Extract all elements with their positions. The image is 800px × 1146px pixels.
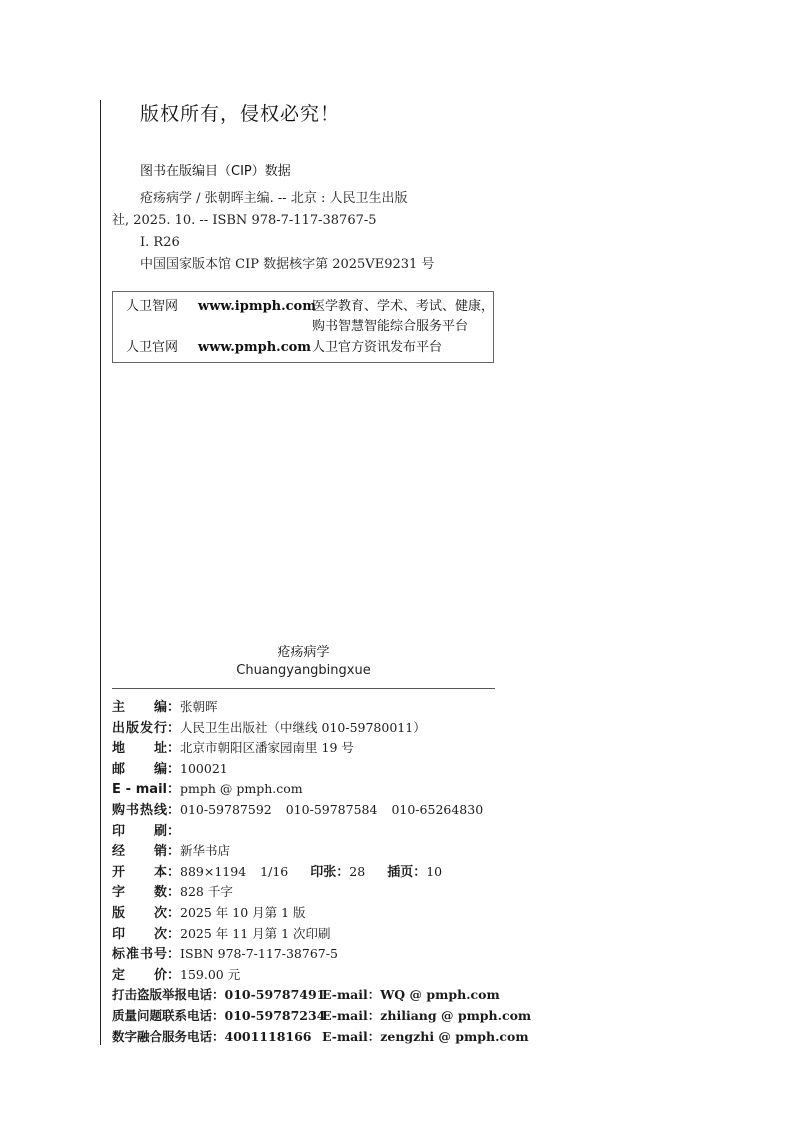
contact-email: E-mail：zhiliang @ pmph.com bbox=[322, 1007, 532, 1023]
contact-phone: 010-59787234 bbox=[224, 1007, 326, 1023]
info-row-address: 地址：北京市朝阳区潘家园南里 19 号 bbox=[112, 738, 502, 759]
info-value: 010-59787592 bbox=[180, 801, 272, 817]
info-label: 邮编 bbox=[112, 761, 167, 777]
info-value: 新华书店 bbox=[180, 843, 231, 859]
website-desc: 人卫官方资讯发布平台 bbox=[312, 340, 443, 355]
contact-row-piracy bbox=[112, 985, 502, 1006]
info-label: 插页 bbox=[387, 864, 414, 880]
info-row-printing: 印次：2025 年 11 月第 1 次印刷 bbox=[112, 924, 502, 945]
cip-line: Ⅰ. R26 bbox=[140, 235, 180, 250]
info-row-printer: 印刷： bbox=[112, 821, 502, 842]
info-label: 定价 bbox=[112, 967, 167, 983]
info-value: 159.00 元 bbox=[180, 966, 241, 982]
info-row-email: E - mail：pmph @ pmph.com bbox=[112, 779, 502, 800]
contact-phone: 010-59787491 bbox=[224, 987, 326, 1003]
cip-line: 疮疡病学 / 张朝晖主编. -- 北京 : 人民卫生出版 bbox=[140, 191, 408, 206]
info-value: pmph @ pmph.com bbox=[180, 781, 303, 797]
cip-line: 社, 2025. 10. -- ISBN 978-7-117-38767-5 bbox=[112, 213, 377, 228]
info-label: 版次 bbox=[112, 905, 167, 921]
contact-phone: 4001118166 bbox=[224, 1028, 312, 1044]
info-value: 2025 年 10 月第 1 版 bbox=[180, 904, 306, 920]
copyright-notice: 版权所有，侵权必究！ bbox=[140, 103, 341, 125]
info-label: 购书热线 bbox=[112, 802, 167, 818]
website-url[interactable]: www.pmph.com bbox=[198, 340, 312, 355]
info-value: 北京市朝阳区潘家园南里 19 号 bbox=[180, 740, 354, 756]
book-pinyin: Chuangyangbingxue bbox=[236, 663, 371, 678]
info-value: 张朝晖 bbox=[180, 699, 218, 714]
contact-email: E-mail：WQ @ pmph.com bbox=[322, 987, 500, 1003]
info-row-price: 定价：159.00 元 bbox=[112, 965, 502, 986]
info-row-words: 字数：828 千字 bbox=[112, 882, 502, 903]
info-row-dealer: 经销：新华书店 bbox=[112, 841, 502, 862]
info-label: 经销 bbox=[112, 844, 167, 860]
contact-label: 打击盗版举报电话： bbox=[112, 987, 225, 1003]
website-name: 人卫智网 bbox=[126, 299, 179, 314]
info-value: 1/16 bbox=[260, 863, 289, 879]
info-value: 010-65264830 bbox=[391, 801, 484, 817]
info-label: 主编 bbox=[112, 700, 167, 715]
info-value: 100021 bbox=[180, 760, 228, 776]
info-label: 地址 bbox=[112, 741, 167, 757]
info-label: 印次 bbox=[112, 926, 167, 942]
website-url[interactable]: www.ipmph.com bbox=[198, 299, 316, 314]
contact-label: 数字融合服务电话： bbox=[112, 1028, 225, 1044]
contact-email: E-mail：zengzhi @ pmph.com bbox=[322, 1028, 529, 1044]
info-label: 印张 bbox=[310, 864, 337, 880]
website-box bbox=[112, 291, 494, 363]
info-label: 标准书号 bbox=[112, 947, 167, 963]
website-desc: 医学教育、学术、考试、健康， bbox=[312, 299, 495, 314]
info-label: 开本 bbox=[112, 864, 167, 880]
info-row-edition: 版次：2025 年 10 月第 1 版 bbox=[112, 903, 502, 924]
contact-row-quality bbox=[112, 1006, 532, 1027]
info-value: 2025 年 11 月第 1 次印刷 bbox=[180, 925, 331, 941]
website-desc: 购书智慧智能综合服务平台 bbox=[312, 319, 469, 334]
info-value: 889×1194 bbox=[180, 863, 247, 879]
info-value: 人民卫生出版社（中继线 010-59780011） bbox=[180, 719, 426, 735]
info-value: ISBN 978-7-117-38767-5 bbox=[180, 946, 338, 962]
contact-row-digital bbox=[112, 1027, 529, 1048]
vertical-rule bbox=[100, 100, 101, 1045]
info-value: 828 千字 bbox=[180, 884, 233, 900]
website-name: 人卫官网 bbox=[126, 340, 179, 355]
info-row-publisher: 出版发行：人民卫生出版社（中继线 010-59780011） bbox=[112, 718, 502, 739]
cip-record bbox=[112, 188, 512, 276]
info-row-format: 开本：889×1194 1/16 印张：28 插页：10 bbox=[112, 862, 502, 883]
info-label: E - mail bbox=[112, 782, 167, 798]
publication-info bbox=[112, 697, 532, 1047]
info-value: 010-59787584 bbox=[285, 801, 378, 817]
book-title: 疮疡病学 bbox=[277, 645, 330, 660]
info-row-postcode: 邮编：100021 bbox=[112, 759, 502, 780]
info-label: 字数 bbox=[112, 885, 167, 901]
info-row-isbn: 标准书号：ISBN 978-7-117-38767-5 bbox=[112, 944, 502, 965]
cip-line: 中国国家版本馆 CIP 数据核字第 2025VE9231 号 bbox=[140, 257, 435, 272]
info-label: 出版发行 bbox=[112, 720, 167, 736]
info-label: 印刷 bbox=[112, 823, 167, 839]
info-value: 28 bbox=[349, 863, 366, 879]
info-value: 10 bbox=[426, 863, 443, 879]
info-row-editor: 主编：张朝晖 bbox=[112, 697, 502, 718]
contact-label: 质量问题联系电话： bbox=[112, 1007, 225, 1023]
info-row-hotline: 购书热线：010-59787592 010-59787584 010-65264830 bbox=[112, 800, 502, 821]
horizontal-rule bbox=[112, 688, 495, 689]
cip-title: 图书在版编目（CIP）数据 bbox=[140, 164, 291, 179]
